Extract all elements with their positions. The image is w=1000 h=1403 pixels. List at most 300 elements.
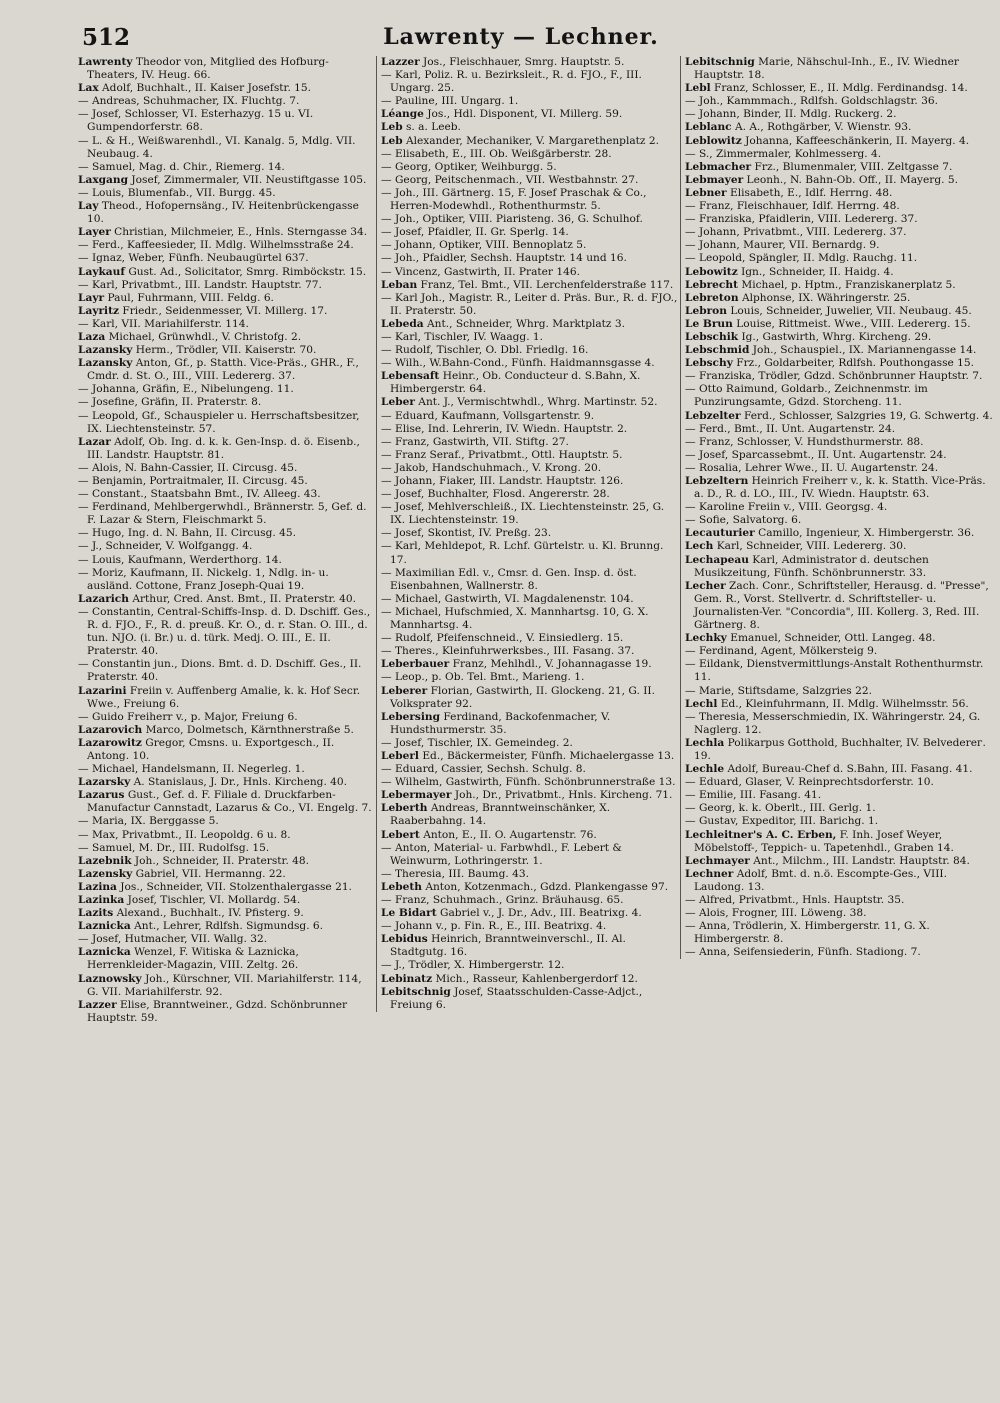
entry-details: — Emilie, III. Fasang. 41. bbox=[685, 789, 822, 802]
directory-entry bbox=[78, 842, 376, 855]
entry-surname: Léange bbox=[381, 108, 424, 121]
directory-entry bbox=[78, 344, 376, 357]
entry-details: — Leopold, Spängler, II. Mdlg. Rauchg. 11. bbox=[685, 252, 918, 265]
entry-details: Arthur, Cred. Anst. Bmt., II. Praterstr. 40. bbox=[132, 592, 357, 605]
directory-entry bbox=[685, 292, 997, 305]
directory-entry bbox=[685, 252, 997, 265]
directory-entry bbox=[381, 593, 679, 606]
entry-details: — Rosalia, Lehrer Wwe., II. U. Augartenstr. 24. bbox=[685, 461, 939, 474]
entry-details: — Marie, Stiftsdame, Salzgries 22. bbox=[685, 684, 872, 697]
entry-details: — Karl, Tischler, IV. Waagg. 1. bbox=[381, 330, 544, 343]
entry-details: — Josef, Mehlverschleiß., IX. Liechtensteinstr. 25, G. IX. Liechtensteinstr. 19. bbox=[381, 501, 665, 527]
directory-entry bbox=[78, 108, 376, 134]
entry-details: — Karl Joh., Magistr. R., Leiter d. Präs. Bur., R. d. FJO., II. Praterstr. 50. bbox=[381, 291, 678, 317]
entry-details: — Josef, Pfaidler, II. Gr. Sperlg. 14. bbox=[381, 226, 569, 239]
directory-entry bbox=[381, 527, 679, 540]
entry-surname: Laza bbox=[78, 330, 106, 343]
directory-entry bbox=[685, 56, 997, 82]
directory-entry bbox=[381, 894, 679, 907]
entry-surname: Le Brun bbox=[685, 317, 733, 330]
directory-entry bbox=[78, 174, 376, 187]
entry-details: Adolf, Ob. Ing. d. k. k. Gen-Insp. d. ö. Eisenb., III. Landstr. Hauptstr. 81. bbox=[87, 435, 360, 461]
entry-details: Ed., Bäckermeister, Fünfh. Michaelergasse 13. bbox=[422, 749, 675, 762]
directory-entry bbox=[78, 711, 376, 724]
entry-details: Gabriel, VII. Hermanng. 22. bbox=[135, 867, 286, 880]
entry-details: — Franz Seraf., Privatbmt., Ottl. Hauptstr. 5. bbox=[381, 448, 623, 461]
entry-details: Ign., Schneider, II. Haidg. 4. bbox=[741, 265, 894, 278]
directory-entry bbox=[381, 802, 679, 828]
entry-surname: Lazansky bbox=[78, 344, 133, 357]
entry-surname: Leberer bbox=[381, 684, 428, 697]
entry-details: — Constant., Staatsbahn Bmt., IV. Alleeg. 43. bbox=[78, 488, 321, 501]
directory-entry bbox=[78, 462, 376, 475]
entry-details: — S., Zimmermaler, Kohlmesserg. 4. bbox=[685, 147, 882, 160]
directory-entry bbox=[381, 148, 679, 161]
entry-details: — Constantin jun., Dions. Bmt. d. D. Dschiff. Ges., II. Praterstr. 40. bbox=[78, 658, 362, 684]
entry-surname: Layer bbox=[78, 226, 111, 239]
entry-surname: Lebrecht bbox=[685, 278, 738, 291]
directory-entry bbox=[381, 252, 679, 265]
directory-entry bbox=[78, 724, 376, 737]
directory-entry bbox=[381, 842, 679, 868]
directory-entry bbox=[381, 436, 679, 449]
entry-surname: Lechla bbox=[685, 736, 725, 749]
entry-details: Louis, Schneider, Juwelier, VII. Neubaug. 45. bbox=[730, 304, 972, 317]
page-number: 512 bbox=[82, 24, 131, 51]
entry-details: — Josef, Buchhalter, Flosd. Angererstr. 28. bbox=[381, 488, 610, 501]
entry-details: — Johann, Optiker, VIII. Bennoplatz 5. bbox=[381, 239, 587, 252]
entry-surname: Lebermayer bbox=[381, 789, 452, 802]
directory-entry bbox=[381, 933, 679, 959]
entry-details: Alphonse, IX. Währingerstr. 25. bbox=[741, 291, 911, 304]
entry-details: Josef, Staatsschulden-Casse-Adjct., Freiung 6. bbox=[390, 985, 643, 1011]
directory-entry bbox=[381, 789, 679, 802]
entry-details: — Franziska, Trödler, Gdzd. Schönbrunner Hauptstr. 7. bbox=[685, 370, 983, 383]
directory-entry bbox=[78, 82, 376, 95]
directory-entry bbox=[381, 56, 679, 69]
entry-surname: Laznicka bbox=[78, 946, 131, 959]
directory-entry bbox=[685, 527, 997, 540]
entry-surname: Lebeda bbox=[381, 317, 424, 330]
directory-entry bbox=[381, 226, 679, 239]
entry-surname: Lazinka bbox=[78, 894, 125, 906]
directory-entry bbox=[381, 121, 679, 134]
directory-entry bbox=[78, 56, 376, 82]
directory-entry bbox=[685, 108, 997, 121]
entry-details: A. A., Rothgärber, V. Wienstr. 93. bbox=[735, 121, 912, 134]
entry-surname: Lazarich bbox=[78, 592, 129, 605]
entry-surname: Lebzelter bbox=[685, 409, 741, 422]
entry-details: — Michael, Handelsmann, II. Negerleg. 1. bbox=[78, 763, 305, 776]
entry-details: — Eduard, Cassier, Sechsh. Schulg. 8. bbox=[381, 763, 586, 776]
entry-details: — Joh., Optiker, VIII. Piaristeng. 36, G. Schulhof. bbox=[381, 213, 643, 226]
entry-details: — Josef, Hutmacher, VII. Wallg. 32. bbox=[78, 933, 268, 946]
entry-details: — Theresia, Messerschmiedin, IX. Währingerstr. 24, G. Naglerg. 12. bbox=[685, 710, 981, 736]
directory-entry bbox=[78, 239, 376, 252]
entry-surname: Lechl bbox=[685, 697, 718, 710]
directory-entry bbox=[78, 266, 376, 279]
entry-details: — Michael, Gastwirth, VI. Magdalenenstr. 104. bbox=[381, 592, 634, 605]
entry-details: — Eduard, Glaser, V. Reinprechtsdorferstr. 10. bbox=[685, 776, 934, 789]
directory-entry bbox=[685, 462, 997, 475]
directory-entry bbox=[685, 580, 997, 632]
directory-entry bbox=[78, 488, 376, 501]
entry-surname: Leberbauer bbox=[381, 658, 450, 671]
entry-surname: Lebinatz bbox=[381, 972, 433, 985]
entry-details: Polikarpus Gotthold, Buchhalter, IV. Belvederег. 19. bbox=[694, 736, 986, 762]
entry-details: Marie, Nähschul-Inh., E., IV. Wiedner Hauptstr. 18. bbox=[694, 56, 959, 82]
entry-surname: Lebmacher bbox=[685, 160, 752, 173]
entry-details: Adolf, Bmt. d. n.ö. Escompte-Ges., VIII. Laudong. 13. bbox=[694, 867, 947, 893]
directory-entry bbox=[78, 789, 376, 815]
directory-entry bbox=[685, 449, 997, 462]
entry-details: Frz., Goldarbeiter, Rdlfsh. Pouthongasse 15. bbox=[736, 357, 975, 370]
directory-entry bbox=[78, 868, 376, 881]
directory-entry bbox=[685, 226, 997, 239]
directory-entry bbox=[381, 357, 679, 370]
entry-details: — Anna, Seifensiederin, Fünfh. Stadiong. 7. bbox=[685, 946, 921, 959]
directory-entry bbox=[78, 135, 376, 161]
entry-surname: Lebron bbox=[685, 304, 727, 317]
entry-details: — Josef, Skontist, IV. Preßg. 23. bbox=[381, 527, 552, 540]
directory-entry bbox=[381, 711, 679, 737]
directory-entry bbox=[381, 161, 679, 174]
entry-surname: Lechapeau bbox=[685, 553, 749, 566]
entry-details: Ant., Milchm., III. Landstr. Hauptstr. 84. bbox=[753, 854, 970, 867]
directory-entry bbox=[78, 396, 376, 409]
directory-entry bbox=[78, 331, 376, 344]
entry-surname: Lechle bbox=[685, 763, 725, 776]
entry-details: Michael, p. Hptm., Franziskanerplatz 5. bbox=[741, 278, 956, 291]
entry-details: — Franz, Fleischhauer, Idlf. Herrng. 48. bbox=[685, 200, 900, 213]
directory-entry bbox=[78, 410, 376, 436]
directory-entry bbox=[78, 606, 376, 658]
entry-details: Louise, Rittmeist. Wwe., VIII. Ledererg. 15. bbox=[736, 317, 971, 330]
directory-entry bbox=[381, 986, 679, 1012]
entry-surname: Lebensaft bbox=[381, 370, 440, 383]
entry-details: — Maria, IX. Berggasse 5. bbox=[78, 815, 219, 828]
entry-surname: Lazzer bbox=[78, 998, 117, 1011]
entry-details: — Karl, Privatbmt., III. Landstr. Hauptstr. 77. bbox=[78, 278, 322, 291]
directory-entry bbox=[381, 292, 679, 318]
entry-surname: Lazebnik bbox=[78, 854, 132, 867]
directory-entry bbox=[381, 213, 679, 226]
directory-entry bbox=[685, 907, 997, 920]
directory-entry bbox=[381, 567, 679, 593]
entry-surname: Lazarus bbox=[78, 789, 125, 802]
entry-surname: Lechleitner's A. C. Erben, bbox=[685, 828, 837, 841]
entry-details: — Josefine, Gräfin, II. Praterstr. 8. bbox=[78, 396, 262, 409]
directory-entry bbox=[381, 239, 679, 252]
entry-details: — Karl, Poliz. R. u. Bezirksleit., R. d. FJO., F., III. Ungarg. 25. bbox=[381, 69, 642, 95]
entry-surname: Lebersing bbox=[381, 710, 441, 723]
entry-details: — Johann v., p. Fin. R., E., III. Beatrixg. 4. bbox=[381, 920, 607, 933]
entry-details: F. Inh. Josef Weyer, Möbelstoff-, Teppich- u. Tapetenhdl., Graben 14. bbox=[694, 828, 954, 854]
directory-entry bbox=[685, 855, 997, 868]
entry-surname: Layr bbox=[78, 291, 105, 304]
entry-surname: Leberth bbox=[381, 802, 428, 815]
entry-surname: Lechner bbox=[685, 867, 734, 880]
directory-entry bbox=[685, 475, 997, 501]
entry-details: — Guido Freiherr v., p. Major, Freiung 6. bbox=[78, 710, 298, 723]
entry-surname: Laykauf bbox=[78, 265, 125, 278]
directory-entry bbox=[685, 763, 997, 776]
entry-details: — Moriz, Kaufmann, II. Nickelg. 1, Ndlg. in- u. ausländ. Cottone, Franz Joseph-Quai 19. bbox=[78, 566, 329, 592]
entry-surname: Lazarowitz bbox=[78, 736, 142, 749]
entry-details: Friedr., Seidenmesser, VI. Millerg. 17. bbox=[122, 304, 328, 317]
directory-entry bbox=[381, 279, 679, 292]
directory-entry bbox=[78, 933, 376, 946]
running-head: Lawrenty — Lechner. bbox=[383, 24, 659, 50]
entry-surname: Lebeth bbox=[381, 880, 422, 893]
page-header bbox=[50, 10, 992, 50]
directory-entry bbox=[381, 174, 679, 187]
entry-details: Christian, Milchmeier, E., Hnls. Sterngasse 34. bbox=[114, 226, 368, 239]
entry-details: — Hugo, Ing. d. N. Bahn, II. Circusg. 45. bbox=[78, 527, 296, 540]
entry-details: Ferd., Schlosser, Salzgries 19, G. Schwertg. 4. bbox=[743, 409, 993, 422]
directory-entry bbox=[381, 462, 679, 475]
directory-entry bbox=[685, 802, 997, 815]
directory-entry bbox=[78, 737, 376, 763]
entry-details: — L. & H., Weißwarenhdl., VI. Kanalg. 5, Mdlg. VII. Neubaug. 4. bbox=[78, 134, 356, 160]
entry-details: — Johann, Privatbmt., VIII. Ledererg. 37. bbox=[685, 226, 907, 239]
columns bbox=[76, 56, 1000, 1403]
entry-details: Gust., Gef. d. F. Filiale d. Druckfarben-Manufactur Cannstadt, Lazarus & Co., VI. Engelg. 7. bbox=[87, 789, 372, 815]
directory-entry bbox=[685, 213, 997, 226]
entry-details: — Gustav, Expeditor, III. Barichg. 1. bbox=[685, 815, 879, 828]
entry-details: — Ignaz, Weber, Fünfh. Neubaugürtel 637. bbox=[78, 252, 309, 265]
directory-entry bbox=[381, 108, 679, 121]
directory-entry bbox=[78, 907, 376, 920]
entry-details: — Alfred, Privatbmt., Hnls. Hauptstr. 35. bbox=[685, 894, 905, 906]
entry-details: Karl, Schneider, VIII. Ledererg. 30. bbox=[716, 540, 907, 553]
entry-details: — Eduard, Kaufmann, Vollsgartenstr. 9. bbox=[381, 409, 595, 422]
directory-entry bbox=[381, 868, 679, 881]
directory-entry bbox=[78, 540, 376, 553]
directory-entry bbox=[381, 959, 679, 972]
entry-details: Ant., Lehrer, Rdlfsh. Sigmundsg. 6. bbox=[134, 920, 324, 933]
directory-entry bbox=[685, 815, 997, 828]
entry-details: Josef, Zimmermaler, VII. Neustiftgasse 105. bbox=[131, 173, 367, 186]
entry-details: Anton, Gf., p. Statth. Vice-Präs., GHR., F., Cmdr. d. St. O., III., VIII. Ledererg. 37. bbox=[87, 357, 359, 383]
entry-details: Ig., Gastwirth, Whrg. Kircheng. 29. bbox=[741, 330, 932, 343]
entry-details: — Maximilian Edl. v., Cmsr. d. Gen. Insp. d. öst. Eisenbahnen, Wallnerstr. 8. bbox=[381, 566, 637, 592]
entry-surname: Lazar bbox=[78, 435, 111, 448]
entry-details: Anton, Kotzenmach., Gdzd. Plankengasse 97. bbox=[425, 880, 669, 893]
entry-surname: Lecher bbox=[685, 579, 726, 592]
directory-entry bbox=[78, 187, 376, 200]
directory-entry bbox=[685, 946, 997, 959]
entry-surname: Lazits bbox=[78, 907, 114, 920]
entry-details: — Franz, Schlosser, V. Hundsthurmerstr. 88. bbox=[685, 435, 924, 448]
entry-details: — Elisabeth, E., III. Ob. Weißgärberstr. 28. bbox=[381, 147, 612, 160]
directory-entry bbox=[78, 855, 376, 868]
directory-entry bbox=[381, 370, 679, 396]
entry-details: Franz, Tel. Bmt., VII. Lerchenfelderstraße 117. bbox=[420, 278, 674, 291]
directory-entry bbox=[78, 567, 376, 593]
entry-surname: Lechky bbox=[685, 632, 727, 645]
directory-entry bbox=[685, 200, 997, 213]
entry-details: — Franz, Gastwirth, VII. Stiftg. 27. bbox=[381, 435, 569, 448]
directory-entry bbox=[685, 331, 997, 344]
entry-surname: Lawrenty bbox=[78, 56, 133, 68]
directory-entry bbox=[685, 410, 997, 423]
entry-details: — Johann, Binder, II. Mdlg. Ruckerg. 2. bbox=[685, 108, 897, 121]
entry-details: Franz, Mehlhdl., V. Johannagasse 19. bbox=[452, 658, 652, 671]
directory-entry bbox=[685, 383, 997, 409]
directory-entry bbox=[78, 593, 376, 606]
directory-entry bbox=[685, 711, 997, 737]
directory-entry bbox=[685, 658, 997, 684]
directory-entry bbox=[381, 907, 679, 920]
entry-details: — Joh., Pfaidler, Sechsh. Hauptstr. 14 und 16. bbox=[381, 252, 627, 265]
directory-entry bbox=[78, 894, 376, 907]
entry-details: — Georg, Optiker, Weihburgg. 5. bbox=[381, 160, 557, 173]
entry-details: — Samuel, Mag. d. Chir., Riemerg. 14. bbox=[78, 160, 285, 173]
directory-entry bbox=[78, 658, 376, 684]
entry-details: — Rudolf, Pfeifenschneid., V. Einsiedlerg. 15. bbox=[381, 632, 624, 645]
entry-details: Anton, E., II. O. Augartenstr. 76. bbox=[423, 828, 597, 841]
entry-details: — Benjamin, Portraitmaler, II. Circusg. 45. bbox=[78, 475, 308, 487]
directory-entry bbox=[685, 82, 997, 95]
entry-details: Karl, Administrator d. deutschen Musikzeitung, Fünfh. Schönbrunnerstr. 33. bbox=[694, 553, 929, 579]
entry-details: — Ferdinand, Agent, Mölkersteig 9. bbox=[685, 645, 878, 658]
directory-entry bbox=[685, 436, 997, 449]
directory-entry bbox=[381, 410, 679, 423]
entry-details: — Wilh., W.Bahn-Cond., Fünfh. Haidmannsgasse 4. bbox=[381, 357, 655, 370]
directory-entry bbox=[381, 331, 679, 344]
entry-surname: Lebner bbox=[685, 186, 727, 199]
entry-details: Josef, Tischler, VI. Mollardg. 54. bbox=[127, 894, 301, 906]
directory-entry bbox=[685, 776, 997, 789]
entry-details: — Louis, Kaufmann, Werderthorg. 14. bbox=[78, 553, 282, 566]
entry-surname: Leberl bbox=[381, 749, 419, 762]
entry-details: — Eildank, Dienstvermittlungs-Anstalt Rothenthurmstr. 11. bbox=[685, 658, 984, 684]
entry-details: Franz, Schlosser, E., II. Mdlg. Ferdinandsg. 14. bbox=[714, 82, 968, 95]
entry-details: — Josef, Sparcassebmt., II. Unt. Augartenstr. 24. bbox=[685, 448, 947, 461]
directory-entry bbox=[78, 946, 376, 972]
entry-surname: Lebzeltern bbox=[685, 475, 749, 487]
entry-details: Heinr., Ob. Conducteur d. S.Bahn, X. Himbergerstr. 64. bbox=[390, 370, 641, 396]
entry-details: — Jakob, Handschuhmach., V. Krong. 20. bbox=[381, 461, 602, 474]
directory-entry bbox=[381, 540, 679, 566]
directory-entry bbox=[78, 200, 376, 226]
directory-entry bbox=[78, 881, 376, 894]
entry-details: Florian, Gastwirth, II. Glockeng. 21, G. II. Volksprater 92. bbox=[390, 684, 655, 710]
entry-details: — Otto Raimund, Goldarb., Zeichnenmstr. im Punzirungsamte, Gdzd. Storcheng. 11. bbox=[685, 383, 928, 409]
directory-entry bbox=[78, 776, 376, 789]
entry-details: — Josef, Tischler, IX. Gemeindeg. 2. bbox=[381, 736, 573, 749]
entry-surname: Lebl bbox=[685, 82, 711, 95]
directory-entry bbox=[685, 894, 997, 907]
directory-entry bbox=[381, 829, 679, 842]
entry-details: Heinrich Freiherr v., k. k. Statth. Vice-Präs. a. D., R. d. LO., III., IV. Wiedn. Hauptstr. 63. bbox=[694, 475, 986, 501]
directory-entry bbox=[381, 187, 679, 213]
directory-entry bbox=[78, 554, 376, 567]
entry-details: Ed., Kleinfuhrmann, II. Mdlg. Wilhelmsstr. 56. bbox=[720, 697, 969, 710]
entry-surname: Leblowitz bbox=[685, 134, 742, 147]
entry-details: Ant. J., Vermischtwhdl., Whrg. Martinstr. 52. bbox=[418, 396, 658, 409]
entry-details: Mich., Rasseur, Kahlenbergerdorf 12. bbox=[435, 972, 638, 985]
directory-entry bbox=[381, 606, 679, 632]
directory-entry bbox=[685, 501, 997, 514]
entry-details: — Vincenz, Gastwirth, II. Prater 146. bbox=[381, 265, 580, 278]
entry-details: Emanuel, Schneider, Ottl. Langeg. 48. bbox=[730, 632, 936, 645]
entry-details: Jos., Schneider, VII. Stolzenthalergasse 21. bbox=[120, 880, 352, 893]
entry-details: Alexand., Buchhalt., IV. Pfisterg. 9. bbox=[116, 907, 304, 920]
entry-details: Wenzel, F. Witiska & Laznicka, Herrenkleider-Magazin, VIII. Zeltg. 26. bbox=[87, 946, 299, 972]
entry-details: — Max, Privatbmt., II. Leopoldg. 6 u. 8. bbox=[78, 828, 291, 841]
entry-details: — Alois, Frogner, III. Löweng. 38. bbox=[685, 907, 867, 920]
directory-entry bbox=[685, 737, 997, 763]
directory-entry bbox=[685, 698, 997, 711]
entry-details: — Karl, Mehldepot, R. Lchf. Gürtelstr. u. Kl. Brunng. 17. bbox=[381, 540, 664, 566]
entry-details: — Franziska, Pfaidlerin, VIII. Ledererg. 37. bbox=[685, 213, 918, 226]
directory-entry bbox=[381, 776, 679, 789]
directory-entry bbox=[685, 135, 997, 148]
column-2 bbox=[376, 56, 679, 1012]
entry-surname: Lebreton bbox=[685, 291, 739, 304]
directory-entry bbox=[685, 540, 997, 553]
entry-details: Zach. Conr., Schriftsteller, Herausg. d. "Presse", Gem. R., Vorst. Stellvertr. d. Schriftsteller- u. Journalisten-Ver. "Concordia", III. Kollerg. 3, Red. III. Gärtnerg. 8. bbox=[694, 579, 989, 632]
entry-details: — Franz, Schuhmach., Grinz. Bräuhausg. 65. bbox=[381, 894, 624, 906]
directory-entry bbox=[685, 554, 997, 580]
directory-entry bbox=[381, 69, 679, 95]
entry-surname: Lebitschnig bbox=[381, 985, 451, 998]
entry-details: — Ferd., Kaffeesieder, II. Mdlg. Wilhelmsstraße 24. bbox=[78, 239, 354, 252]
entry-details: Leonh., N. Bahn-Ob. Off., II. Mayerg. 5. bbox=[746, 173, 958, 186]
entry-details: — Georg, Peitschenmach., VII. Westbahnstr. 27. bbox=[381, 173, 639, 186]
entry-surname: Lazzer bbox=[381, 56, 420, 68]
entry-details: Freiin v. Auffenberg Amalie, k. k. Hof Secr. Wwe., Freiung 6. bbox=[87, 684, 361, 710]
entry-surname: Lazarsky bbox=[78, 776, 131, 789]
entry-surname: Le Bidart bbox=[381, 907, 437, 920]
directory-entry bbox=[381, 973, 679, 986]
entry-surname: Lebschy bbox=[685, 357, 733, 370]
entry-details: Elise, Branntweiner., Gdzd. Schönbrunner Hauptstr. 59. bbox=[87, 998, 348, 1024]
directory-entry bbox=[685, 305, 997, 318]
directory-entry bbox=[381, 318, 679, 331]
entry-details: — Theresia, III. Baumg. 43. bbox=[381, 867, 529, 880]
directory-entry bbox=[685, 645, 997, 658]
directory-entry bbox=[78, 973, 376, 999]
entry-details: — Elise, Ind. Lehrerin, IV. Wiedn. Hauptstr. 2. bbox=[381, 422, 628, 435]
entry-details: — Joh., Kammmach., Rdlfsh. Goldschlagstr. 36. bbox=[685, 95, 938, 108]
directory-entry bbox=[78, 95, 376, 108]
directory-entry bbox=[78, 226, 376, 239]
directory-entry bbox=[381, 632, 679, 645]
directory-entry bbox=[381, 449, 679, 462]
directory-entry bbox=[685, 370, 997, 383]
directory-entry bbox=[381, 737, 679, 750]
entry-surname: Lech bbox=[685, 540, 714, 553]
entry-details: Joh., Kürschner, VII. Mariahilferstr. 114, G. VII. Mariahilferstr. 92. bbox=[87, 972, 362, 998]
entry-details: — J., Trödler, X. Himbergerstr. 12. bbox=[381, 959, 565, 972]
directory-entry bbox=[685, 357, 997, 370]
directory-entry bbox=[381, 266, 679, 279]
directory-entry bbox=[685, 95, 997, 108]
entry-surname: Lazarovich bbox=[78, 723, 143, 736]
directory-entry bbox=[381, 645, 679, 658]
directory-entry bbox=[685, 868, 997, 894]
entry-surname: Leb bbox=[381, 134, 403, 147]
entry-surname: Lazina bbox=[78, 880, 117, 893]
directory-entry bbox=[78, 829, 376, 842]
directory-entry bbox=[381, 658, 679, 671]
directory-entry bbox=[78, 305, 376, 318]
entry-details: Elisabeth, E., Idlf. Herrng. 48. bbox=[730, 186, 893, 199]
directory-entry bbox=[685, 239, 997, 252]
